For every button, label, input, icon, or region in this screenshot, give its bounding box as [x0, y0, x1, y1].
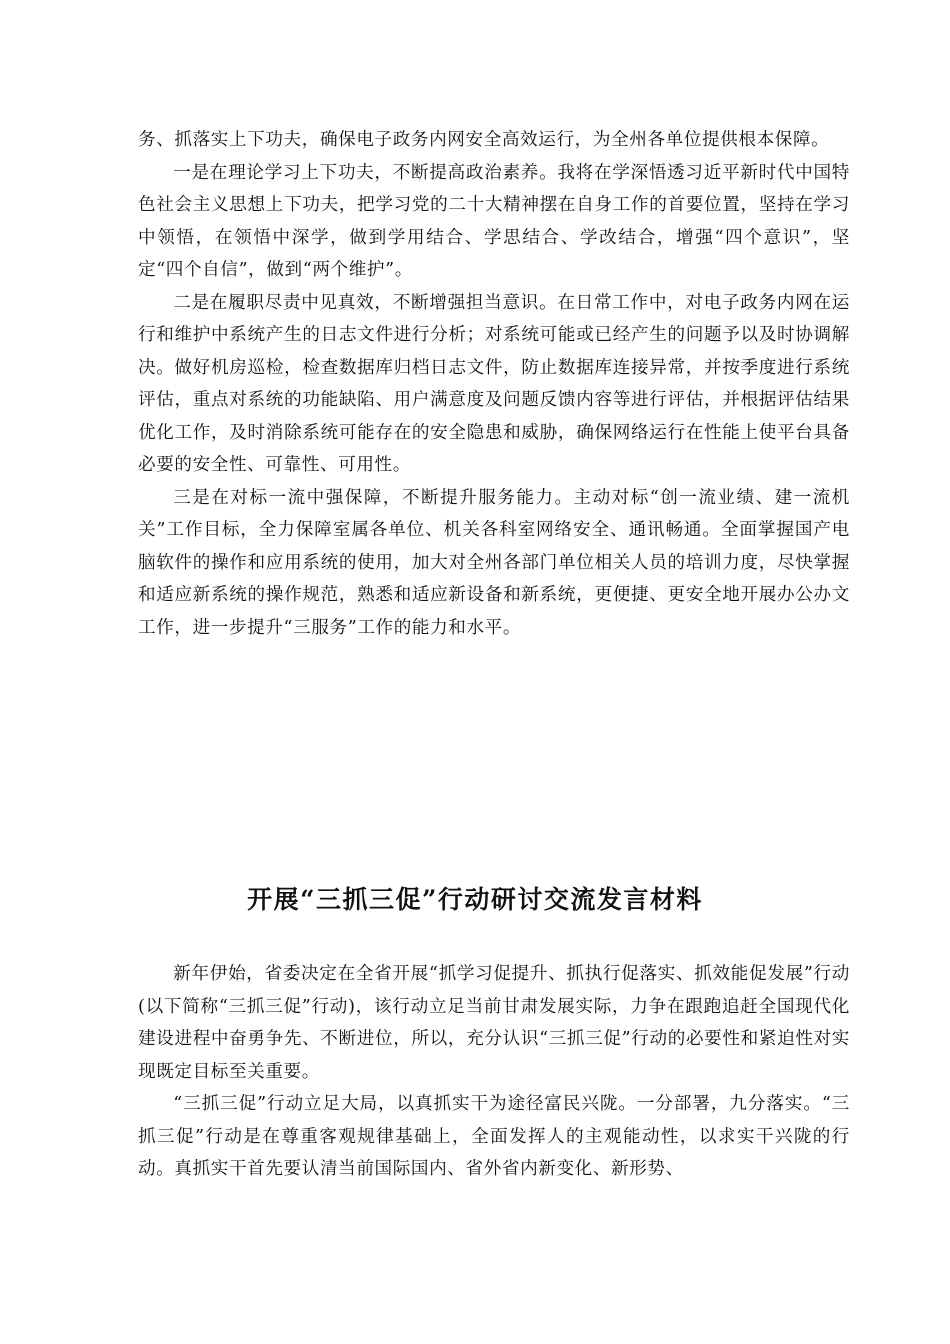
- paragraph-duty-performance: 二是在履职尽责中见真效，不断增强担当意识。在日常工作中，对电子政务内网在运行和维护中系统产生的日志文件进行分析；对系统可能或已经产生的问题予以及时协调解决。做好机房巡检，检查数据库归档日志文件，防止数据库连接异常，并按季度进行系统评估，重点对系统的功能缺陷、用户满意度及问题反馈内容等进行评估，并根据评估结果优化工作，及时消除系统可能存在的安全隐患和威胁，确保网络运行在性能上使平台具备必要的安全性、可靠性、可用性。: [138, 292, 850, 475]
- paragraph-continuation: 务、抓落实上下功夫，确保电子政务内网安全高效运行，为全州各单位提供根本保障。: [138, 130, 830, 150]
- paragraph-service-capability: 三是在对标一流中强保障，不断提升服务能力。主动对标“创一流业绩、建一流机关”工作目标，全力保障室属各单位、机关各科室网络安全、通讯畅通。全面掌握国产电脑软件的操作和应用系统的使用，加大对全州各部门单位相关人员的培训力度，尽快掌握和适应新系统的操作规范，熟悉和适应新设备和新系统，更便捷、更安全地开展办公办文工作，进一步提升“三服务”工作的能力和水平。: [138, 487, 850, 638]
- continuation-section: [138, 124, 850, 644]
- paragraph-overall-situation: “三抓三促”行动立足大局，以真抓实干为途径富民兴陇。一分部署，九分落实。“三抓三促”行动是在尊重客观规律基础上，全面发挥人的主观能动性，以求实干兴陇的行动。真抓实干首先要认清当前国际国内、省外省内新变化、新形势、: [138, 1094, 850, 1179]
- article-title: 开展“三抓三促”行动研讨交流发言材料: [247, 885, 703, 914]
- paragraph-intro: 新年伊始，省委决定在全省开展“抓学习促提升、抓执行促落实、抓效能促发展”行动(以下简称“三抓三促”行动)，该行动立足当前甘肃发展实际，力争在跟跑追赶全国现代化建设进程中奋勇争先、不断进位，所以，充分认识“三抓三促”行动的必要性和紧迫性对实现既定目标至关重要。: [138, 964, 850, 1082]
- paragraph-theory-study: 一是在理论学习上下功夫，不断提高政治素养。我将在学深悟透习近平新时代中国特色社会主义思想上下功夫，把学习党的二十大精神摆在自身工作的首要位置，坚持在学习中领悟，在领悟中深学，做到学用结合、学思结合、学改结合，增强“四个意识”，坚定“四个自信”，做到“两个维护”。: [138, 162, 850, 280]
- article-body: [138, 958, 850, 1186]
